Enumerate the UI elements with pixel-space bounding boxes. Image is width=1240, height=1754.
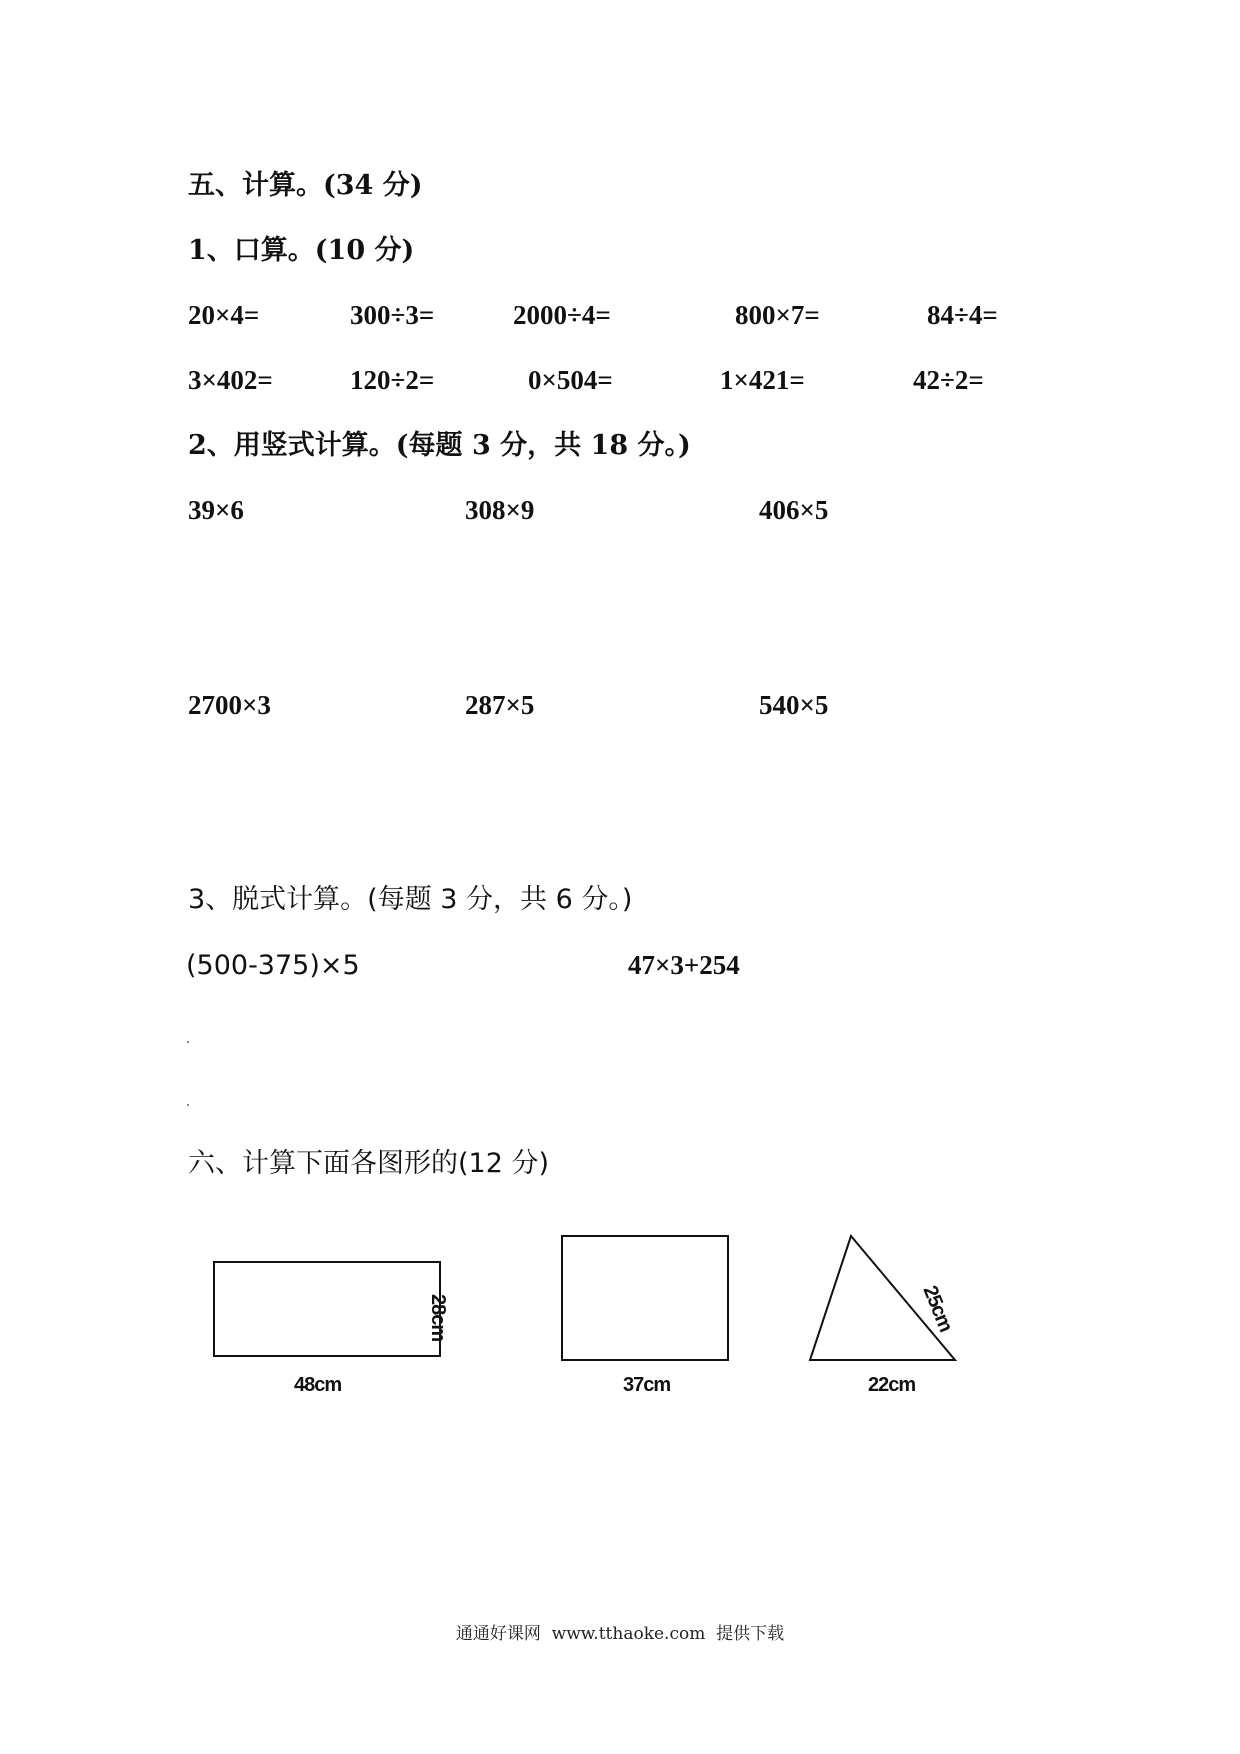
vertical-calc-item: 406×5 [759, 495, 829, 525]
section5-title: 五、计算。(34 分) [188, 170, 423, 201]
oral-calc-item: 2000÷4= [513, 300, 611, 330]
vertical-calc-item: 540×5 [759, 690, 829, 720]
triangle-base-label: 22cm [868, 1374, 916, 1396]
stepwise-calc-item: (500-375)×5 [186, 950, 360, 981]
vertical-calc-item: 308×9 [465, 495, 535, 525]
vertical-calc-item: 2700×3 [188, 690, 271, 720]
vertical-calc-item: 39×6 [188, 495, 244, 525]
stepwise-calc-item: 47×3+254 [628, 950, 740, 980]
scan-speck [187, 1041, 189, 1043]
oral-calc-item: 42÷2= [913, 365, 984, 395]
oral-calc-item: 1×421= [720, 365, 805, 395]
oral-calc-item: 300÷3= [350, 300, 435, 330]
vertical-calc-item: 287×5 [465, 690, 535, 720]
part2-title: 2、用竖式计算。(每题 3 分，共 18 分。) [188, 430, 691, 461]
scan-speck [187, 1104, 189, 1106]
part3-title: 3、脱式计算。(每题 3 分，共 6 分。) [188, 884, 633, 915]
oral-calc-item: 120÷2= [350, 365, 435, 395]
oral-calc-item: 84÷4= [927, 300, 998, 330]
oral-calc-item: 800×7= [735, 300, 820, 330]
oral-calc-item: 20×4= [188, 300, 260, 330]
oral-calc-item: 0×504= [528, 365, 613, 395]
rectangle-shape [214, 1262, 440, 1356]
section6-title: 六、计算下面各图形的(12 分) [188, 1148, 550, 1179]
page-footer: 通通好课网 www.tthaoke.com 提供下载 [455, 1624, 785, 1644]
square-side-label: 37cm [623, 1374, 671, 1396]
rectangle-width-label: 48cm [294, 1374, 342, 1396]
part1-title: 1、口算。(10 分) [188, 235, 415, 266]
square-shape [562, 1236, 728, 1360]
figures-drawing [0, 1220, 1240, 1420]
rectangle-height-label: 28cm [427, 1294, 449, 1342]
triangle-side-label: 25cm [918, 1282, 957, 1335]
oral-calc-item: 3×402= [188, 365, 273, 395]
